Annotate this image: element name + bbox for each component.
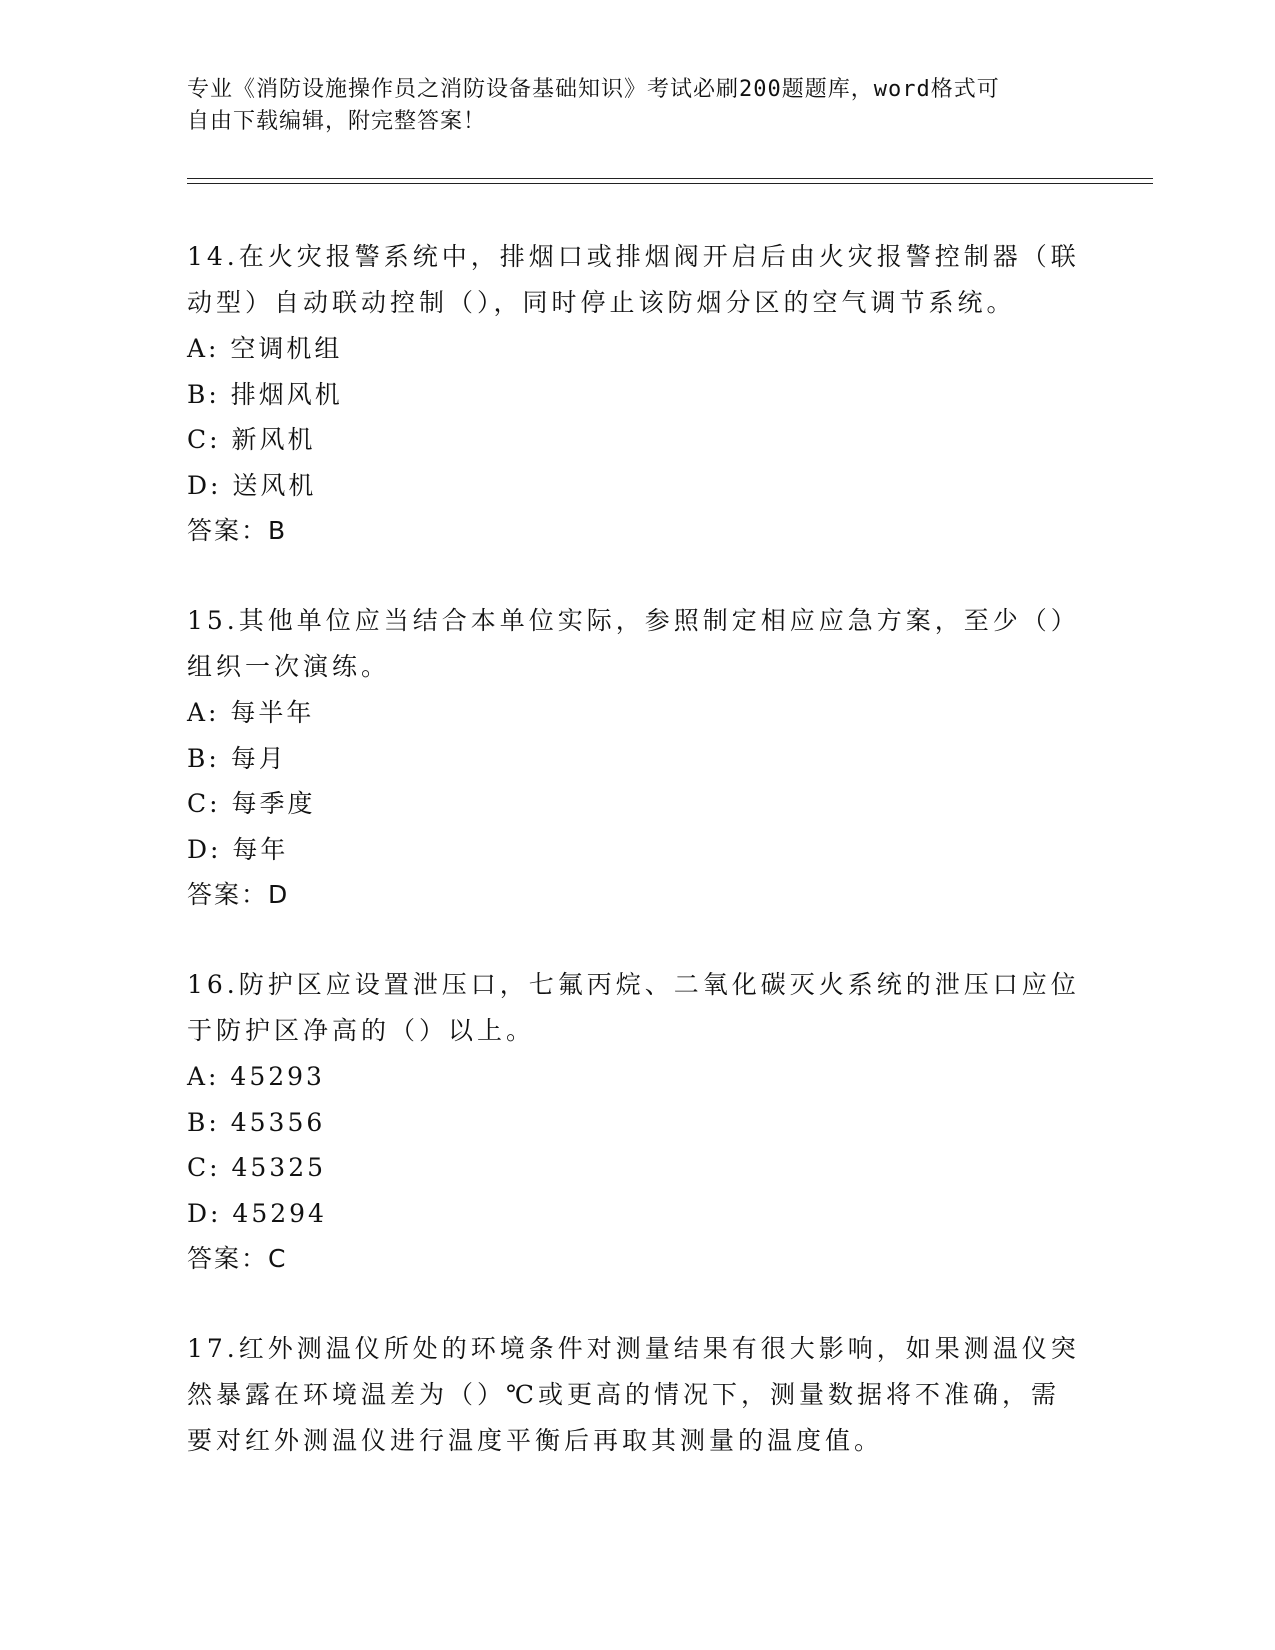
question-list — [187, 234, 1087, 1509]
question-stem: 15.其他单位应当结合本单位实际，参照制定相应应急方案，至少（）组织一次演练。 — [187, 606, 1080, 681]
question-stem: 17.红外测温仪所处的环境条件对测量结果有很大影响，如果测温仪突然暴露在环境温差为（）℃或更高的情况下，测量数据将不准确，需要对红外测温仪进行温度平衡后再取其测量的温度值。 — [187, 1334, 1080, 1455]
question-17 — [187, 1326, 1087, 1464]
option-d: D: 每年 — [187, 834, 289, 864]
answer-line: 答案：D — [187, 880, 290, 909]
option-c: C: 每季度 — [187, 789, 316, 818]
option-c: C: 45325 — [187, 1153, 327, 1182]
header-line-1: 专业《消防设施操作员之消防设备基础知识》考试必刷200题题库，word格式可 — [187, 77, 1000, 102]
header-line-2: 自由下载编辑，附完整答案！ — [187, 109, 487, 134]
answer-line: 答案：C — [187, 1244, 288, 1273]
question-stem: 14.在火灾报警系统中，排烟口或排烟阀开启后由火灾报警控制器（联动型）自动联动控制（），同时停止该防烟分区的空气调节系统。 — [187, 242, 1080, 317]
option-a: A: 空调机组 — [187, 334, 343, 363]
question-15 — [187, 598, 1087, 917]
header-divider-top — [187, 178, 1153, 179]
option-c: C: 新风机 — [187, 425, 316, 454]
header-divider-bottom — [187, 183, 1153, 184]
question-16 — [187, 962, 1087, 1281]
option-b: B: 排烟风机 — [187, 379, 343, 409]
option-b: B: 45356 — [187, 1107, 326, 1137]
question-stem: 16.防护区应设置泄压口，七氟丙烷、二氧化碳灭火系统的泄压口应位于防护区净高的（）以上。 — [187, 970, 1080, 1045]
option-d: D: 送风机 — [187, 470, 317, 500]
option-b: B: 每月 — [187, 743, 287, 773]
answer-line: 答案：B — [187, 516, 288, 545]
option-a: A: 45293 — [187, 1062, 325, 1091]
document-header — [187, 74, 1067, 138]
option-a: A: 每半年 — [187, 698, 315, 727]
question-14 — [187, 234, 1087, 553]
option-d: D: 45294 — [187, 1198, 327, 1228]
